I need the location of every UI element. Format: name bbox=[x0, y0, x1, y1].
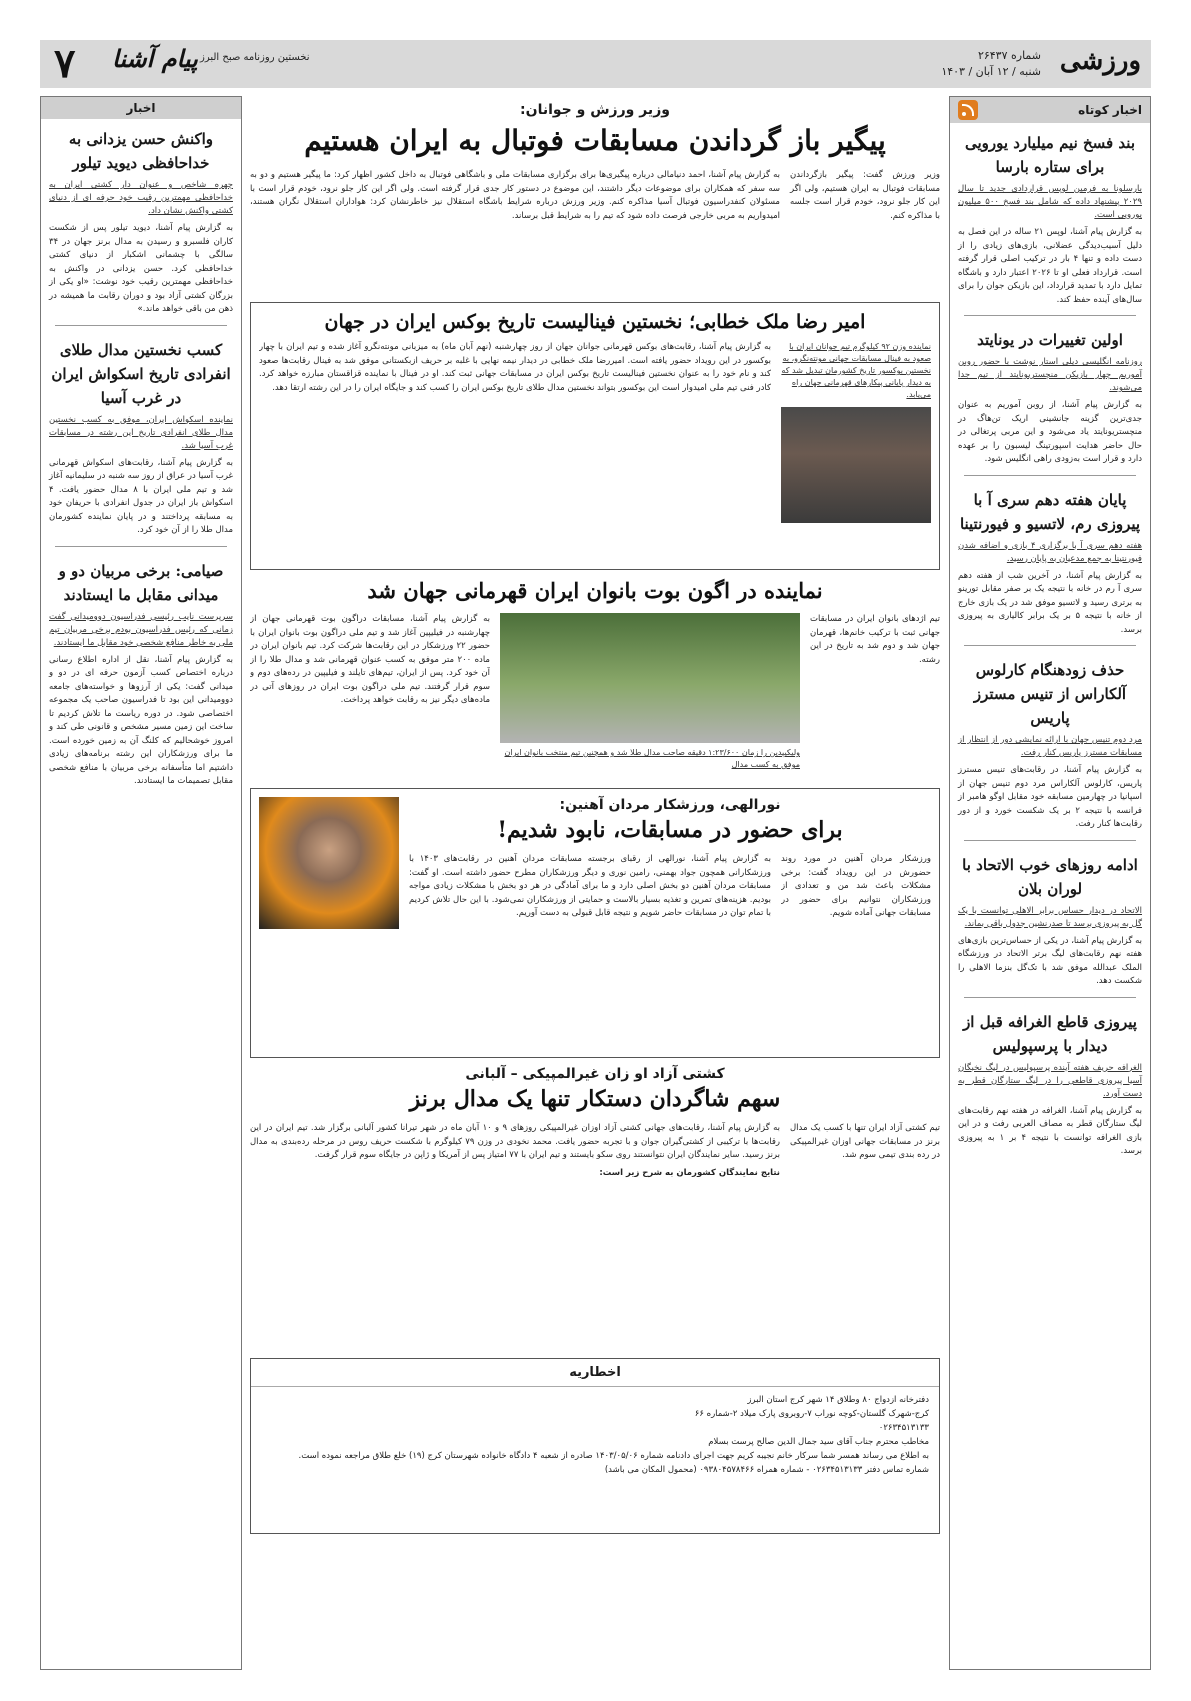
article-wrestling bbox=[250, 1058, 940, 1358]
results-title: نتایج نمایندگان کشورمان به شرح زیر است: bbox=[599, 1167, 780, 1178]
short-news-headline: پیروزی قاطع الغرافه قبل از دیدار با پرسپولیس bbox=[963, 1012, 1137, 1055]
short-news-body: به گزارش پیام آشنا، در رقابت‌های تنیس مسترز پاریس، کارلوس آلکاراس مرد دوم تنیس جهان از اسپانیا در چهارمین مسابقه خود مقابل اوگو هامبر از فرانسه با نتیجه ۲ بر یک شکست خورد و از دور رقابت‌ها کنار رفت. bbox=[958, 765, 1142, 829]
issue-number: شماره ۲۶۴۳۷ bbox=[977, 49, 1041, 62]
divider bbox=[964, 645, 1136, 646]
divider bbox=[55, 546, 227, 547]
short-news-item bbox=[950, 1002, 1150, 1163]
news-body: به گزارش پیام آشنا، رقابت‌های اسکواش قهرمانی غرب آسیا در عراق از روز سه شنبه در سلیمانیه آغاز شد و تیم ملی ایران با ۸ مدال حضور یافت. ۴ اسکواش باز ایران در جدول انفرادی با حریفان خود به مسابقه پرداختند و در پایان نماینده کشورمان مدال طلا را از آن خود کرد. bbox=[49, 457, 233, 535]
short-news-headline: حذف زودهنگام کارلوس آلکاراس از تنیس مسترز پاریس bbox=[973, 661, 1127, 727]
divider bbox=[964, 840, 1136, 841]
boxer-photo bbox=[781, 407, 931, 523]
news-sidebar bbox=[40, 96, 242, 1670]
newspaper-slogan: نخستین روزنامه صبح البرز bbox=[200, 52, 310, 63]
short-news-lead: بارسلونا به فرمین لوپس قراردادی جدید تا سال ۲۰۲۹ پیشنهاد داده که شامل بند فسخ ۵۰۰ میلیون یورویی است. bbox=[958, 184, 1142, 220]
short-news-body: به گزارش پیام آشنا، از روبن آموریم به عنوان جدی‌ترین گزینه جانشینی اریک تن‌هاگ در منچستریونایتد یاد می‌شود و این مربی پرتغالی در حال حاضر هدایت اسپورتینگ لیسبون را بر عهده دارد و قرار است به‌زودی راهی انگلیس شود. bbox=[958, 400, 1142, 464]
short-news-sidebar bbox=[949, 96, 1151, 1670]
section-title: ورزشی bbox=[1059, 46, 1141, 76]
legal-notice-line: به اطلاع می رساند همسر شما سرکار خانم نجیبه کریم جهت اجرای دادنامه شماره ۱۴۰۳/۰۵/۰۶ صادره از شعبه ۴ دادگاه خانواده شهرستان کرج (۱۹) خلع طلاق مراجعه نموده است. bbox=[298, 1451, 929, 1461]
short-news-headline: بند فسخ نیم میلیارد یورویی برای ستاره بارسا bbox=[964, 134, 1136, 176]
article-headline: پیگیر باز گرداندن مسابقات فوتبال به ایران هستیم bbox=[304, 124, 886, 157]
short-news-body: به گزارش پیام آشنا، الغرافه در هفته نهم رقابت‌های لیگ ستارگان قطر به مصاف العربی رفت و در این بازی الغرافه توانست با نتیجه ۴ بر ۱ به پیروزی برسد. bbox=[958, 1105, 1143, 1156]
short-news-lead: الغرافه حریف هفته آینده پرسپولیس در لیگ نخبگان آسیا پیروزی قاطعی را در لیگ ستارگان قطر به دست آورد. bbox=[958, 1062, 1142, 1099]
newspaper-logo: پیام آشنا bbox=[112, 44, 198, 73]
news-item bbox=[41, 551, 241, 793]
legal-notice-line: ۰۲۶۳۴۵۱۳۱۳۳ bbox=[878, 1423, 929, 1433]
article-dragon-boat bbox=[250, 570, 940, 788]
masthead bbox=[40, 40, 1151, 88]
article-kicker: وزیر ورزش و جوانان: bbox=[520, 102, 670, 118]
news-item bbox=[41, 119, 241, 330]
issue-info bbox=[941, 48, 1041, 80]
divider bbox=[964, 315, 1136, 316]
legal-notice-line: دفترخانه ازدواج ۸۰ وطلاق ۱۴ شهر کرج استان البرز bbox=[747, 1395, 929, 1405]
news-body: به گزارش پیام آشنا، نقل از اداره اطلاع رسانی درباره اختصاص کسب آزمون حرفه ای در دو و میدانی گفت: یکی از آرزوها و خواسته‌های جامعه دوومیدانی این بود تا فدراسیون صاحب یک مجموعه اختصاصی شود. در دوره ریاست ما تلاش کردیم تا ساخت این زمین مسیر مشخص و قانونی طی کند و امروز خوشحالیم که کلنگ آن به زمین خورده است. ما برای ورزشکاران این رشته برنامه‌های زیادی داشتیم اما متأسفانه برخی مربیان با منافع شخصی مقابل تصمیمات ما ایستادند. bbox=[49, 654, 233, 786]
short-news-headline: ادامه روزهای خوب الاتحاد با لوران بلان bbox=[962, 855, 1138, 898]
legal-notice-title: اخطاریه bbox=[251, 1359, 939, 1387]
issue-date: شنبه / ۱۲ آبان / ۱۴۰۳ bbox=[941, 65, 1041, 78]
short-news-title: اخبار کوتاه bbox=[1078, 103, 1142, 117]
rss-icon bbox=[958, 100, 978, 120]
article-football bbox=[250, 102, 940, 302]
short-news-lead: هفته دهم سری آ با برگزاری ۴ بازی و اضافه شدن فیورنتینا به جمع مدعیان به پایان رسید. bbox=[958, 540, 1143, 564]
legal-notice-body bbox=[251, 1387, 939, 1483]
short-news-headline: پایان هفته دهم سری آ با پیروزی رم، لاتسیو و فیورنتینا bbox=[959, 490, 1141, 533]
page-number: ۷ bbox=[54, 40, 76, 87]
team-photo bbox=[500, 613, 800, 743]
article-body: به گزارش پیام آشنا، رقابت‌های جهانی کشتی آزاد اوزان غیرالمپیکی روزهای ۹ و ۱۰ آبان ماه در شهر تیرانا کشور آلبانی برگزار شد. تیم ایران در این رقابت‌ها با ترکیبی از کشتی‌گیران جوان و با تجربه حضور یافت. محمد نخودی در وزن ۷۹ کیلوگرم با شکست حریف روس در مرحله رده‌بندی به مدال برنز رسید. سایر نمایندگان ایران نتوانستند روی سکو بایستند و تیم ایران با ۷۷ امتیاز پس از آمریکا و ژاپن در جایگاه سوم قرار گرفت. bbox=[250, 1123, 780, 1160]
divider bbox=[964, 997, 1136, 998]
short-news-headline: اولین تغییرات در یونایتد bbox=[977, 331, 1123, 349]
short-news-lead: الاتحاد در دیدار حساس برابر الاهلی توانست با یک گل به پیروزی برسد تا صدرنشین جدول باقی بماند. bbox=[958, 905, 1142, 929]
article-kicker: کشتی آزاد او زان غیرالمپیکی – آلبانی bbox=[465, 1066, 725, 1082]
short-news-lead: روزنامه انگلیسی دیلی استار نوشت با حضور روبن آموریم چهار بازیکن منچستریونایتد از تیم جدا می‌شوند. bbox=[958, 357, 1142, 393]
article-lead: وزیر ورزش گفت: پیگیر بازگرداندن مسابقات فوتبال به ایران هستیم، ولی اگر این کار جلو نرود، خودم قرار است جلسه با مذاکره کنم. bbox=[790, 170, 940, 221]
news-body: به گزارش پیام آشنا، دیوید تیلور پس از شکست کاران فلسبرو و رسیدن به مدال برنز جهان در ۳۴ سالگی با چشمانی اشکبار از دنیای کشتی خداحافظی کرد. حسن یزدانی در واکنش به خداحافظی مهمترین رقیب خود نوشت: «او یکی از بزرگان کشتی آزاد بود و دوران رقابت ما همیشه در ذهن من باقی خواهد ماند.» bbox=[49, 223, 233, 314]
news-headline: صیامی: برخی مربیان دو و میدانی مقابل ما ایستادند bbox=[58, 561, 224, 604]
article-body: به گزارش پیام آشنا، رقابت‌های بوکس قهرمانی جوانان جهان از روز چهارشنبه (نهم آبان ماه) به میزبانی مونته‌نگرو آغاز شده و تیم ایران با چهار بوکسور در این رویداد حضور یافته است. امیررضا ملک خطابی در دیدار نیمه نهایی با غلبه بر حریف ازبکستانی موفق شد به فینال رقابت‌ها صعود کند و نام خود را به عنوان نخستین فینالیست تاریخ بوکس ایران در مسابقات جهانی ثبت کند. او در فینال با نماینده قزاقستان مبارزه خواهد کرد. کادر فنی تیم ملی امیدوار است این بوکسور بتواند نخستین مدال طلای تاریخ بوکس ایران را کسب کند و جایگاه ایران را در این رشته ارتقا دهد. bbox=[259, 342, 771, 393]
article-lead: ورزشکار مردان آهنین در مورد روند حضورش در این رویداد گفت: برخی مشکلات باعث شد من و تعدادی از ورزشکاران نتوانیم برای حضور در مسابقات جهانی آماده شویم. bbox=[781, 854, 931, 918]
photo-caption: ولیکیپدین را زمان ۱:۲۳/۶۰۰ دقیقه صاحب مدال طلا شد و همچنین تیم منتخب بانوان ایران موفق به کسب مدال bbox=[504, 748, 800, 769]
article-iron-men bbox=[250, 788, 940, 1058]
legal-notice-line: مخاطب محترم جناب آقای سید جمال الدین صالح پرست بسلام bbox=[708, 1437, 929, 1447]
article-lead: نماینده وزن ۹۲ کیلوگرم تیم جوانان ایران با صعود به فینال مسابقات جهانی مونته‌نگرو، به نخستین بوکسور تاریخ کشورمان تبدیل شد که به دیدار پایانی پیکارهای قهرمانی جهان راه می‌یابد. bbox=[781, 342, 931, 399]
short-news-body: به گزارش پیام آشنا، لوپس ۲۱ ساله در این فصل به دلیل آسیب‌دیدگی عضلانی، بازی‌های زیادی را از دست داده و تنها ۴ بار در ترکیب اصلی قرار گرفته است. قرارداد فعلی او تا ۲۰۲۶ اعتبار دارد و باشگاه تمایل دارد با تمدید قرارداد، این بازیکن جوان را برای سال‌های آینده حفظ کند. bbox=[958, 227, 1142, 305]
divider bbox=[55, 325, 227, 326]
short-news-lead: مرد دوم تنیس جهان با ارائه نمایشی دور از انتظار از مسابقات مسترز پاریس کنار رفت. bbox=[958, 735, 1142, 758]
article-headline: نماینده در اگون بوت بانوان ایران قهرمانی جهان شد bbox=[367, 578, 823, 603]
short-news-item bbox=[950, 480, 1150, 651]
news-header: اخبار bbox=[41, 97, 241, 119]
news-item bbox=[41, 330, 241, 551]
news-headline: کسب نخستین مدال طلای انفرادی تاریخ اسکواش ایران در غرب آسیا bbox=[51, 340, 231, 407]
article-headline: امیر رضا ملک خطابی؛ نخستین فینالیست تاریخ بوکس ایران در جهان bbox=[324, 311, 866, 333]
main-column bbox=[250, 96, 940, 1534]
article-body: به گزارش پیام آشنا، احمد دنیامالی درباره پیگیری‌ها برای برگزاری مسابقات ملی و باشگاهی فوتبال به داخل کشور اظهار کرد: ما پیگیر هستیم و دو به سه سفر که همکاران برای موضوعات دیگر داشتند، این موضوع در دستور کار جدی قرار گرفته است. ولی اگر این کار جلو نرود، خودم قرار است با مسئولان کنفدراسیون فوتبال آسیا مذاکره کنم. وزیر ورزش درباره شرایط باشگاه استقلال نیز خاطرنشان کرد: هواداران استقلال نگران هستند، امیدواریم به مربی خارجی فرصت داده شود که تیم را به شرایط قبل برساند. bbox=[250, 170, 780, 221]
legal-notice-line: کرج-شهرک گلستان-کوچه نوراب ۷-روبروی پارک میلاد ۲-شماره ۶۶ bbox=[694, 1409, 929, 1419]
news-lead: چهره شاخص و عنوان دار کشتی ایران به خداحافظی مهمترین رقیب خود حرفه ای از دنیای کشتی واکنش نشان داد. bbox=[49, 180, 233, 216]
news-headline: واکنش حسن یزدانی به خداحافظی دیوید تیلور bbox=[68, 130, 214, 172]
short-news-body: به گزارش پیام آشنا، در یکی از حساس‌ترین بازی‌های هفته نهم رقابت‌های لیگ برتر الاتحاد در ورزشگاه الملک عبدالله موفق شد با تک‌گل بنزما الاهلی را شکست دهد. bbox=[958, 935, 1142, 986]
news-lead: سرپرست نایب رئیسی فدراسیون دوومیدانی گفت زمانی که رئیس فدراسیون بودم برخی مربیان تیم ملی به خاطر منافع شخصی خود مقابل ما ایستادند. bbox=[49, 611, 233, 648]
short-news-item bbox=[950, 845, 1150, 1002]
article-lead: تیم اژدهای بانوان ایران در مسابقات جهانی ثبت با ترکیب خانم‌ها، قهرمان جهان شد و دوم شد به تاریخ در این رشته. bbox=[810, 614, 940, 665]
divider bbox=[964, 475, 1136, 476]
short-news-item bbox=[950, 320, 1150, 480]
short-news-item bbox=[950, 123, 1150, 320]
article-boxer bbox=[250, 302, 940, 570]
article-kicker: نورالهی، ورزشکار مردان آهنین: bbox=[559, 797, 781, 813]
short-news-body: به گزارش پیام آشنا، در آخرین شب از هفته دهم سری آ رم در خانه با نتیجه یک بر صفر مقابل تورینو به برتری رسید و لاتسیو موفق شد در یک بازی خارج از خانه با نتیجه ۵ بر یک برابر کالیاری به پیروزی برسد. bbox=[958, 570, 1142, 635]
short-news-item bbox=[950, 650, 1150, 845]
article-headline: سهم شاگردان دستکار تنها یک مدال برنز bbox=[409, 1086, 781, 1112]
legal-notice-line: شماره تماس دفتر ۰۲۶۳۴۵۱۳۱۳۳ - شماره همراه ۰۹۳۸۰۴۵۷۸۴۶۶ (محمول المکان می باشد) bbox=[604, 1465, 929, 1475]
article-body: به گزارش پیام آشنا، مسابقات دراگون بوت قهرمانی جهان از چهارشنبه در فیلیپین آغاز شد و تیم ملی دراگون بوت بانوان ایران با حضور ۲۲ ورزشکار در این رقابت‌ها شرکت کرد. تیم بانوان ایران در ماده ۲۰۰ متر موفق به کسب عنوان قهرمانی شد و مدال طلا را از آن خود کرد. پس از ایران، تیم‌های تایلند و فیلیپین در رده‌های دوم و سوم قرار گرفتند. تیم ملی دراگون بوت ایران در روزهای آتی در ماده‌های دیگر نیز به رقابت خواهد پرداخت. bbox=[250, 614, 490, 705]
article-lead: تیم کشتی آزاد ایران تنها با کسب یک مدال برنز در مسابقات جهانی اوزان غیرالمپیکی در رده بندی تیمی سوم شد. bbox=[790, 1123, 940, 1160]
news-lead: نماینده اسکواش ایران، موفق به کسب نخستین مدال طلای انفرادی تاریخ این رشته در مسابقات غرب آسیا شد. bbox=[49, 414, 233, 451]
article-headline: برای حضور در مسابقات، نابود شدیم! bbox=[497, 817, 843, 843]
athlete-photo bbox=[259, 797, 399, 929]
article-body: به گزارش پیام آشنا، نورالهی از رقبای برجسته مسابقات مردان آهنین در رقابت‌های ۱۴۰۳ با ورزشکارانی همچون جواد بهمنی، رامین نوری و دیگر ورزشکاران مطرح حضور داشته است. او گفت: مسابقات مردان آهنین دو بخش اصلی دارد و ما برای آمادگی در هر دو بخش با مشکلات زیادی مواجه بودیم. هزینه‌های تمرین و تغذیه بسیار بالاست و حمایتی از ورزشکاران نمی‌شود. با این حال تلاش کردیم با تمام توان در مسابقات حاضر شویم و نتیجه قابل قبولی به دست آوریم. bbox=[409, 854, 771, 918]
newspaper-page bbox=[40, 40, 1151, 1670]
short-news-header bbox=[950, 97, 1150, 123]
legal-notice bbox=[250, 1358, 940, 1534]
